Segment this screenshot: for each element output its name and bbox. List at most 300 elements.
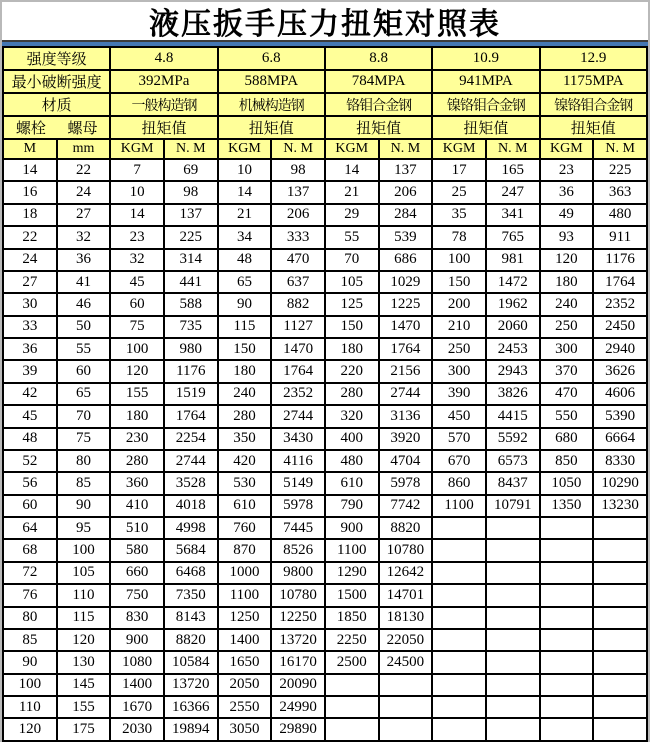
table-cell: 16366 [164, 696, 218, 718]
table-cell: 180 [218, 360, 272, 382]
table-cell: 16 [3, 181, 57, 203]
table-cell: 10780 [379, 539, 433, 561]
material-label: 材质 [3, 93, 110, 116]
table-cell: 314 [164, 249, 218, 271]
unit-kgm-1: KGM [110, 139, 164, 159]
table-cell: 1350 [540, 495, 594, 517]
table-cell: 56 [3, 472, 57, 494]
table-cell: 5978 [379, 472, 433, 494]
table-cell: 610 [218, 495, 272, 517]
table-cell: 2254 [164, 428, 218, 450]
table-cell: 12250 [271, 607, 325, 629]
table-cell: 46 [57, 293, 111, 315]
table-cell: 1400 [110, 674, 164, 696]
table-cell [486, 696, 540, 718]
strength-588: 588MPA [218, 70, 325, 93]
table-cell: 980 [164, 338, 218, 360]
table-cell: 981 [486, 249, 540, 271]
table-cell: 4018 [164, 495, 218, 517]
table-cell [432, 674, 486, 696]
table-cell: 120 [110, 360, 164, 382]
table-cell: 570 [432, 428, 486, 450]
table-row [3, 450, 647, 472]
table-cell: 4704 [379, 450, 433, 472]
table-cell: 100 [57, 539, 111, 561]
unit-kgm-5: KGM [540, 139, 594, 159]
material-1: 一般构造钢 [110, 93, 217, 116]
table-cell: 350 [218, 428, 272, 450]
table-cell: 150 [432, 271, 486, 293]
table-cell: 90 [218, 293, 272, 315]
table-cell: 36 [540, 181, 594, 203]
table-cell: 8526 [271, 539, 325, 561]
table-cell: 206 [271, 204, 325, 226]
table-cell: 2453 [486, 338, 540, 360]
table-cell: 20090 [271, 674, 325, 696]
table-cell: 1127 [271, 316, 325, 338]
table-cell [432, 562, 486, 584]
table-cell [432, 718, 486, 741]
table-cell: 22 [3, 226, 57, 248]
table-cell: 8143 [164, 607, 218, 629]
unit-kgm-2: KGM [218, 139, 272, 159]
table-cell: 1764 [379, 338, 433, 360]
table-cell: 12642 [379, 562, 433, 584]
table-cell: 1850 [325, 607, 379, 629]
bolt-label: 螺栓 [15, 120, 46, 137]
page-title: 液压扳手压力扭矩对照表 [2, 2, 648, 42]
table-cell: 850 [540, 450, 594, 472]
table-cell: 22050 [379, 629, 433, 651]
table-cell: 93 [540, 226, 594, 248]
table-cell: 7742 [379, 495, 433, 517]
table-row [3, 360, 647, 382]
table-row [3, 629, 647, 651]
table-cell: 60 [57, 360, 111, 382]
table-cell: 23 [110, 226, 164, 248]
table-cell: 830 [110, 607, 164, 629]
table-cell: 100 [432, 249, 486, 271]
table-cell [593, 517, 647, 539]
table-cell: 206 [379, 181, 433, 203]
table-cell [486, 629, 540, 651]
table-cell: 240 [540, 293, 594, 315]
table-cell: 5592 [486, 428, 540, 450]
torque-label-1: 扭矩值 [110, 116, 217, 139]
table-cell: 85 [57, 472, 111, 494]
unit-mm: mm [57, 139, 111, 159]
table-cell: 90 [3, 651, 57, 673]
table-cell: 870 [218, 539, 272, 561]
table-header [3, 47, 647, 159]
table-cell: 137 [164, 204, 218, 226]
table-cell: 105 [57, 562, 111, 584]
table-cell: 3826 [486, 383, 540, 405]
table-cell: 150 [325, 316, 379, 338]
table-cell [540, 651, 594, 673]
table-cell: 900 [110, 629, 164, 651]
table-cell: 110 [3, 696, 57, 718]
torque-label-row [3, 116, 647, 139]
table-cell [486, 517, 540, 539]
table-cell: 5978 [271, 495, 325, 517]
table-cell: 2744 [164, 450, 218, 472]
table-cell: 8437 [486, 472, 540, 494]
table-cell: 1100 [432, 495, 486, 517]
table-row [3, 584, 647, 606]
table-cell: 10780 [271, 584, 325, 606]
table-cell: 120 [540, 249, 594, 271]
table-cell: 510 [110, 517, 164, 539]
table-cell: 5390 [593, 405, 647, 427]
table-cell: 400 [325, 428, 379, 450]
table-cell: 765 [486, 226, 540, 248]
table-cell: 250 [540, 316, 594, 338]
table-cell: 180 [325, 338, 379, 360]
table-cell: 100 [110, 338, 164, 360]
table-cell [379, 696, 433, 718]
unit-nm-2: N. M [271, 139, 325, 159]
table-cell: 7 [110, 159, 164, 181]
table-cell: 410 [110, 495, 164, 517]
table-row [3, 204, 647, 226]
table-cell: 8820 [164, 629, 218, 651]
table-cell: 27 [57, 204, 111, 226]
table-cell: 65 [57, 383, 111, 405]
table-cell: 7445 [271, 517, 325, 539]
table-cell: 610 [325, 472, 379, 494]
table-cell [593, 651, 647, 673]
table-cell [540, 562, 594, 584]
table-body [3, 159, 647, 741]
table-row [3, 405, 647, 427]
table-cell: 6573 [486, 450, 540, 472]
table-cell: 80 [57, 450, 111, 472]
table-cell: 180 [110, 405, 164, 427]
table-cell: 1962 [486, 293, 540, 315]
table-cell: 115 [218, 316, 272, 338]
table-cell: 14 [218, 181, 272, 203]
table-cell [540, 696, 594, 718]
table-cell: 230 [110, 428, 164, 450]
table-row [3, 718, 647, 741]
grade-8-8: 8.8 [325, 47, 432, 70]
table-cell [486, 718, 540, 741]
table-cell [593, 562, 647, 584]
material-row [3, 93, 647, 116]
table-cell: 27 [3, 271, 57, 293]
table-cell: 3136 [379, 405, 433, 427]
table-cell: 1470 [271, 338, 325, 360]
table-cell [432, 651, 486, 673]
table-cell: 220 [325, 360, 379, 382]
table-cell: 60 [3, 495, 57, 517]
table-cell: 6468 [164, 562, 218, 584]
table-cell: 85 [3, 629, 57, 651]
material-4: 镍铬钼合金钢 [432, 93, 539, 116]
table-cell: 2250 [325, 629, 379, 651]
table-cell: 24 [3, 249, 57, 271]
table-cell: 76 [3, 584, 57, 606]
grade-4-8: 4.8 [110, 47, 217, 70]
table-cell: 1519 [164, 383, 218, 405]
table-cell: 1080 [110, 651, 164, 673]
table-cell: 1100 [325, 539, 379, 561]
table-cell: 35 [432, 204, 486, 226]
table-cell: 480 [593, 204, 647, 226]
table-row [3, 562, 647, 584]
table-cell: 90 [57, 495, 111, 517]
table-cell: 18 [3, 204, 57, 226]
table-cell: 790 [325, 495, 379, 517]
table-cell: 24990 [271, 696, 325, 718]
table-cell: 155 [57, 696, 111, 718]
table-cell: 1764 [164, 405, 218, 427]
table-cell: 210 [432, 316, 486, 338]
strength-1175: 1175MPA [540, 70, 647, 93]
table-cell: 45 [3, 405, 57, 427]
table-cell [379, 718, 433, 741]
table-cell: 75 [57, 428, 111, 450]
table-cell: 7350 [164, 584, 218, 606]
table-cell [432, 539, 486, 561]
table-cell: 1050 [540, 472, 594, 494]
table-cell: 150 [218, 338, 272, 360]
table-cell [325, 696, 379, 718]
table-cell: 441 [164, 271, 218, 293]
table-cell: 1290 [325, 562, 379, 584]
table-cell [432, 607, 486, 629]
table-cell: 420 [218, 450, 272, 472]
table-cell: 580 [110, 539, 164, 561]
torque-label-5: 扭矩值 [540, 116, 647, 139]
table-cell: 2352 [271, 383, 325, 405]
table-row [3, 472, 647, 494]
table-cell: 1500 [325, 584, 379, 606]
table-cell: 284 [379, 204, 433, 226]
table-row [3, 539, 647, 561]
unit-nm-3: N. M [379, 139, 433, 159]
table-cell: 55 [57, 338, 111, 360]
table-cell: 17 [432, 159, 486, 181]
table-row [3, 316, 647, 338]
table-cell: 1472 [486, 271, 540, 293]
table-cell [593, 607, 647, 629]
table-cell: 45 [110, 271, 164, 293]
table-cell: 360 [110, 472, 164, 494]
table-cell: 4606 [593, 383, 647, 405]
bolt-nut-label [3, 116, 110, 139]
table-cell: 34 [218, 226, 272, 248]
table-cell: 280 [218, 405, 272, 427]
table-cell: 200 [432, 293, 486, 315]
table-cell: 1000 [218, 562, 272, 584]
table-cell: 21 [325, 181, 379, 203]
table-cell: 735 [164, 316, 218, 338]
table-cell: 98 [271, 159, 325, 181]
table-row [3, 383, 647, 405]
table-cell: 660 [110, 562, 164, 584]
table-cell: 470 [271, 249, 325, 271]
table-cell: 36 [3, 338, 57, 360]
table-cell: 33 [3, 316, 57, 338]
grade-10-9: 10.9 [432, 47, 539, 70]
table-cell: 2550 [218, 696, 272, 718]
table-cell: 1764 [271, 360, 325, 382]
grade-6-8: 6.8 [218, 47, 325, 70]
table-cell: 14 [110, 204, 164, 226]
table-row [3, 696, 647, 718]
table-cell: 1400 [218, 629, 272, 651]
table-cell: 70 [325, 249, 379, 271]
material-3: 铬钼合金钢 [325, 93, 432, 116]
table-cell [540, 539, 594, 561]
nut-label: 螺母 [67, 120, 98, 137]
table-cell: 48 [218, 249, 272, 271]
table-cell: 64 [3, 517, 57, 539]
table-cell: 530 [218, 472, 272, 494]
table-cell: 860 [432, 472, 486, 494]
table-cell: 637 [271, 271, 325, 293]
table-cell [486, 584, 540, 606]
table-cell [593, 696, 647, 718]
table-cell: 137 [379, 159, 433, 181]
grade-row [3, 47, 647, 70]
table-cell: 670 [432, 450, 486, 472]
table-cell: 300 [432, 360, 486, 382]
table-cell [593, 629, 647, 651]
torque-label-3: 扭矩值 [325, 116, 432, 139]
table-cell: 363 [593, 181, 647, 203]
table-cell: 6664 [593, 428, 647, 450]
table-cell: 32 [57, 226, 111, 248]
table-cell: 120 [57, 629, 111, 651]
table-cell: 1764 [593, 271, 647, 293]
units-row [3, 139, 647, 159]
table-cell: 10584 [164, 651, 218, 673]
grade-12-9: 12.9 [540, 47, 647, 70]
table-cell: 14701 [379, 584, 433, 606]
table-cell: 1100 [218, 584, 272, 606]
table-cell [593, 674, 647, 696]
table-cell: 686 [379, 249, 433, 271]
table-cell: 333 [271, 226, 325, 248]
table-cell: 341 [486, 204, 540, 226]
table-cell [486, 674, 540, 696]
table-cell: 911 [593, 226, 647, 248]
table-row [3, 651, 647, 673]
table-cell: 180 [540, 271, 594, 293]
table-cell: 2940 [593, 338, 647, 360]
table-cell: 29 [325, 204, 379, 226]
strength-941: 941MPA [432, 70, 539, 93]
table-cell: 1225 [379, 293, 433, 315]
unit-kgm-4: KGM [432, 139, 486, 159]
table-cell: 247 [486, 181, 540, 203]
table-cell [540, 718, 594, 741]
strength-label: 最小破断强度 [3, 70, 110, 93]
table-cell: 2050 [218, 674, 272, 696]
table-cell [540, 674, 594, 696]
table-cell: 8820 [379, 517, 433, 539]
table-cell: 78 [432, 226, 486, 248]
table-row [3, 607, 647, 629]
table-cell [486, 607, 540, 629]
table-cell: 680 [540, 428, 594, 450]
table-cell: 14 [3, 159, 57, 181]
table-cell: 4116 [271, 450, 325, 472]
torque-label-2: 扭矩值 [218, 116, 325, 139]
table-cell: 480 [325, 450, 379, 472]
table-cell: 70 [57, 405, 111, 427]
table-cell: 8330 [593, 450, 647, 472]
table-cell: 13230 [593, 495, 647, 517]
table-cell: 115 [57, 607, 111, 629]
table-cell: 225 [593, 159, 647, 181]
table-cell: 1250 [218, 607, 272, 629]
table-cell: 10290 [593, 472, 647, 494]
table-cell: 130 [57, 651, 111, 673]
table-row [3, 674, 647, 696]
table-cell: 41 [57, 271, 111, 293]
table-cell [540, 517, 594, 539]
table-cell: 120 [3, 718, 57, 741]
table-row [3, 495, 647, 517]
table-cell: 2352 [593, 293, 647, 315]
table-cell: 5684 [164, 539, 218, 561]
table-cell: 539 [379, 226, 433, 248]
table-cell: 39 [3, 360, 57, 382]
table-cell: 882 [271, 293, 325, 315]
material-5: 镍铬钼合金钢 [540, 93, 647, 116]
table-cell: 390 [432, 383, 486, 405]
table-cell: 24 [57, 181, 111, 203]
table-cell: 10791 [486, 495, 540, 517]
table-cell: 250 [432, 338, 486, 360]
table-cell: 750 [110, 584, 164, 606]
table-cell: 52 [3, 450, 57, 472]
table-row [3, 293, 647, 315]
table-cell: 175 [57, 718, 111, 741]
table-cell: 2060 [486, 316, 540, 338]
table-cell [432, 629, 486, 651]
torque-table [2, 46, 648, 742]
strength-392: 392MPa [110, 70, 217, 93]
table-cell: 75 [110, 316, 164, 338]
table-cell: 13720 [271, 629, 325, 651]
table-cell: 2943 [486, 360, 540, 382]
table-cell: 69 [164, 159, 218, 181]
table-cell: 68 [3, 539, 57, 561]
table-row [3, 249, 647, 271]
table-cell: 42 [3, 383, 57, 405]
torque-label-4: 扭矩值 [432, 116, 539, 139]
table-cell: 900 [325, 517, 379, 539]
table-cell: 19894 [164, 718, 218, 741]
table-cell: 18130 [379, 607, 433, 629]
table-cell: 22 [57, 159, 111, 181]
table-cell: 240 [218, 383, 272, 405]
table-row [3, 159, 647, 181]
table-cell: 2450 [593, 316, 647, 338]
table-cell [593, 584, 647, 606]
table-cell: 110 [57, 584, 111, 606]
table-cell: 100 [3, 674, 57, 696]
unit-nm-1: N. M [164, 139, 218, 159]
table-cell: 225 [164, 226, 218, 248]
unit-kgm-3: KGM [325, 139, 379, 159]
table-cell: 14 [325, 159, 379, 181]
